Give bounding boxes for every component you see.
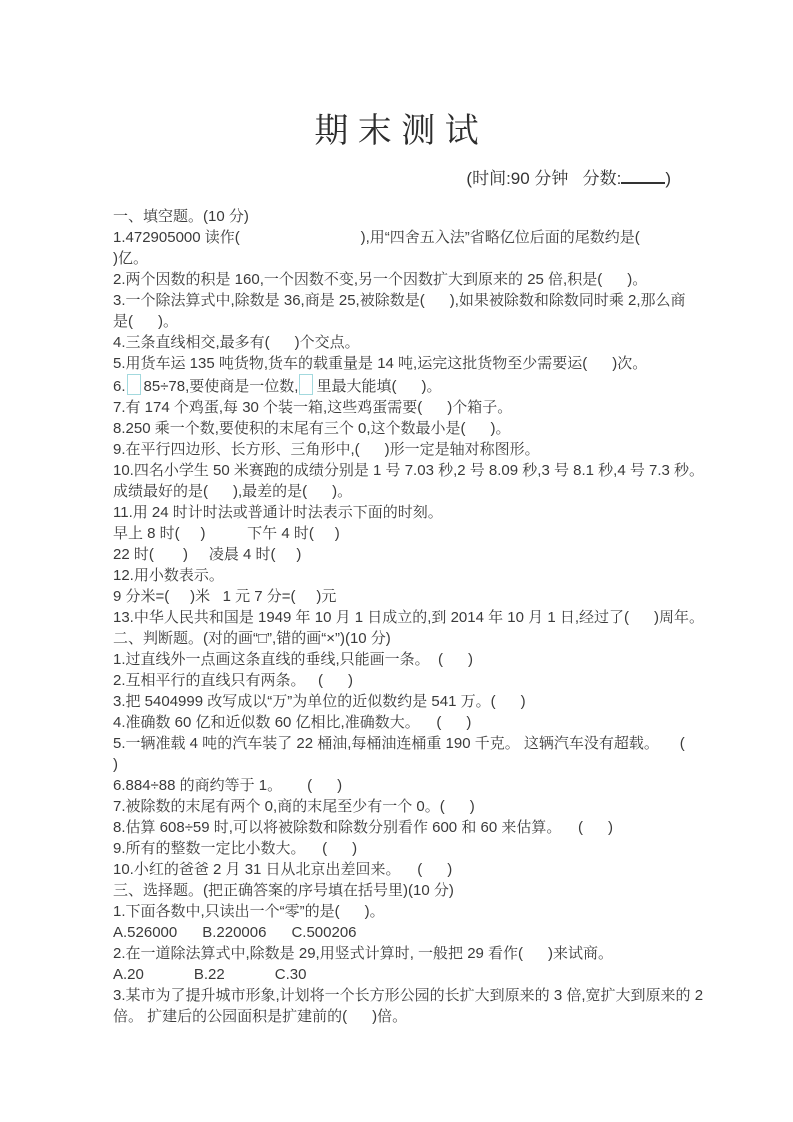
document-body [0, 206, 793, 1027]
text-line: 3.一个除法算式中,除数是 36,商是 25,被除数是( ),如果被除数和除数同时乘 2,那么商 [113, 292, 686, 309]
text-line: 5.用货车运 135 吨货物,货车的载重量是 14 吨,运完这批货物至少需要运( )次。 [113, 355, 648, 372]
text-line: 成绩最好的是( ),最差的是( )。 [113, 483, 353, 500]
text-line: 9.所有的整数一定比小数大。 ( ) [113, 840, 358, 857]
exam-meta-line [0, 168, 793, 189]
text-line: 早上 8 时( ) 下午 4 时( ) [113, 525, 340, 542]
text-line: 是( )。 [113, 313, 178, 330]
text-line: A.526000 B.220006 C.500206 [113, 924, 357, 941]
text-line: 2.两个因数的积是 160,一个因数不变,另一个因数扩大到原来的 25 倍,积是( )。 [113, 271, 648, 288]
text-line: 4.准确数 60 亿和近似数 60 亿相比,准确数大。 ( ) [113, 714, 472, 731]
section-1-heading: 一、填空题。(10 分) [113, 208, 249, 225]
text-line: 2.互相平行的直线只有两条。 ( ) [113, 672, 354, 689]
text-segment: 里最大能填( )。 [316, 378, 442, 395]
text-line: 10.四名小学生 50 米赛跑的成绩分别是 1 号 7.03 秒,2 号 8.09 秒,3 号 8.1 秒,4 号 7.3 秒。 [113, 462, 705, 479]
section-3-heading: 三、选择题。(把正确答案的序号填在括号里)(10 分) [113, 882, 454, 899]
text-line: 5.一辆准载 4 吨的汽车装了 22 桶油,每桶油连桶重 190 千克。 这辆汽车没有超载。 ( [113, 735, 685, 752]
text-line: 倍。 扩建后的公园面积是扩建前的( )倍。 [113, 1008, 408, 1025]
text-line: 8.250 乘一个数,要使积的末尾有三个 0,这个数最小是( )。 [113, 420, 511, 437]
text-line: 8.估算 608÷59 时,可以将被除数和除数分别看作 600 和 60 来估算。 ( ) [113, 819, 614, 836]
text-line: 4.三条直线相交,最多有( )个交点。 [113, 334, 360, 351]
score-blank-line[interactable] [621, 168, 665, 184]
text-line: 9 分米=( )米 1 元 7 分=( )元 [113, 588, 337, 605]
text-line: 3.把 5404999 改写成以“万”为单位的近似数约是 541 万。( ) [113, 693, 526, 710]
section-2-heading: 二、判断题。(对的画“□”,错的画“×”)(10 分) [113, 630, 391, 647]
answer-box[interactable] [127, 374, 141, 395]
text-line: 11.用 24 时计时法或普通计时法表示下面的时刻。 [113, 504, 443, 521]
time-and-score-label: (时间:90 分钟 分数: [466, 169, 622, 188]
text-line: 1.472905000 读作( ),用“四舍五入法”省略亿位后面的尾数约是( [113, 229, 640, 246]
question-with-answer-boxes [113, 374, 713, 397]
text-line: 1.过直线外一点画这条直线的垂线,只能画一条。 ( ) [113, 651, 474, 668]
text-line: 3.某市为了提升城市形象,计划将一个长方形公园的长扩大到原来的 3 倍,宽扩大到原来的 2 [113, 987, 704, 1004]
text-line: 13.中华人民共和国是 1949 年 10 月 1 日成立的,到 2014 年 10 月 1 日,经过了( )周年。 [113, 609, 704, 626]
answer-box[interactable] [299, 374, 313, 395]
text-line: 1.下面各数中,只读出一个“零”的是( )。 [113, 903, 385, 920]
text-line: 12.用小数表示。 [113, 567, 224, 584]
text-segment: 85÷78,要使商是一位数, [143, 378, 299, 395]
text-line: 10.小红的爸爸 2 月 31 日从北京出差回来。 ( ) [113, 861, 453, 878]
text-segment: 6. [113, 378, 126, 395]
text-line: 22 时( ) 凌晨 4 时( ) [113, 546, 302, 563]
text-line: 7.有 174 个鸡蛋,每 30 个装一箱,这些鸡蛋需要( )个箱子。 [113, 399, 513, 416]
text-line: 7.被除数的末尾有两个 0,商的末尾至少有一个 0。( ) [113, 798, 475, 815]
meta-close-paren: ) [665, 169, 671, 188]
text-line: 2.在一道除法算式中,除数是 29,用竖式计算时, 一般把 29 看作( )来试商。 [113, 945, 614, 962]
page-title: 期 末 测 试 [314, 112, 479, 150]
text-line: ) [113, 756, 118, 773]
text-line: 6.884÷88 的商约等于 1。 ( ) [113, 777, 343, 794]
text-line: )亿。 [113, 250, 148, 267]
text-line: 9.在平行四边形、长方形、三角形中,( )形一定是轴对称图形。 [113, 441, 540, 458]
text-line: A.20 B.22 C.30 [113, 966, 307, 983]
